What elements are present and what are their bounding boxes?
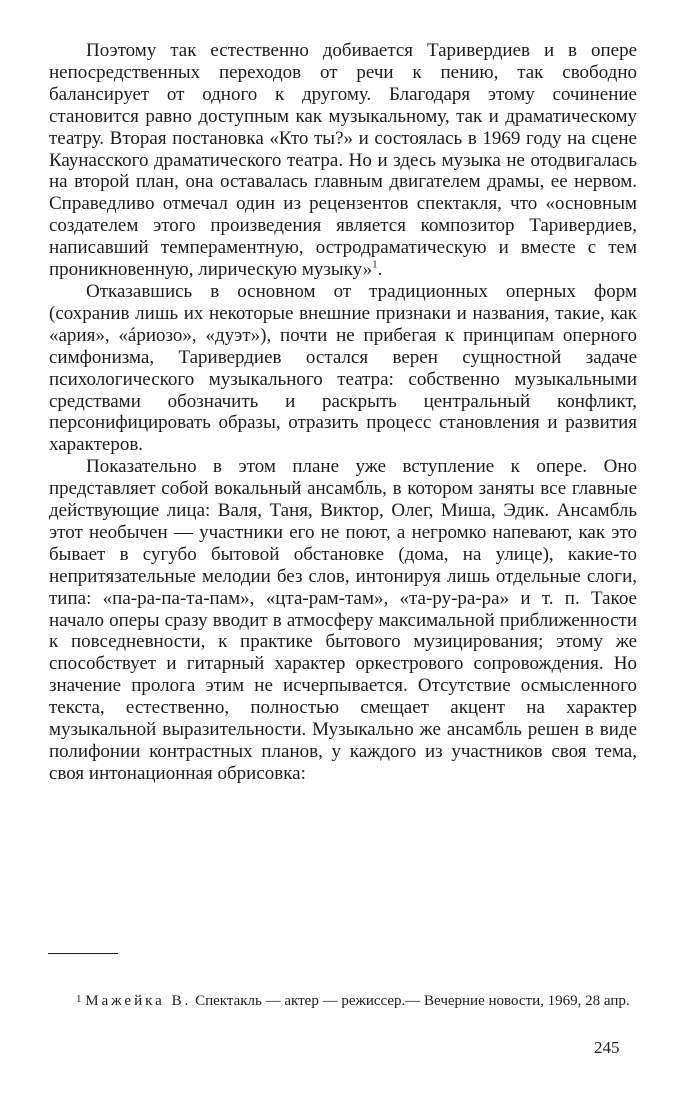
paragraph-1-text: Поэтому так естественно добивается Таривердиев и в опере непосредственных переходов от речи к пению, так свободно балансирует от одного к другому. Благодаря этому сочинение становится равно доступным как музыкальному, так и драматическому театру. Вторая постановка «Кто ты?» и состоялась в 1969 году на сцене Каунасского драматического театра. Но и здесь музыка не отодвигалась на второй план, она оставалась главным двигателем драмы, ее нервом. Справедливо отмечал один из рецензентов спектакля, что «основным создателем этого произведения является композитор Таривердиев, написавший темпераментную, остродраматическую и вместе с тем проникновенную, лирическую музыку»: [49, 40, 637, 281]
paragraph-2: [49, 281, 637, 456]
paragraph-3: [49, 456, 637, 785]
main-text: [49, 40, 637, 785]
paragraph-3-text: Показательно в этом плане уже вступление к опере. Оно представляет собой вокальный ансамбль, в котором заняты все главные действующие лица: Валя, Таня, Виктор, Олег, Миша, Эдик. Ансамбль этот необычен — участники его не поют, а негромко напевают, как это бывает в сугубо бытовой обстановке (дома, на улице), какие-то непритязательные мелодии без слов, интонируя лишь отдельные слоги, типа: «па-ра-па-та-пам», «цта-рам-там», «та-ру-ра-ра» и т. п. Такое начало оперы сразу вводит в атмосферу максимальной приближенности к повседневности, к практике бытового музицирования; этому же способствует и гитарный характер оркестрового сопровождения. Но значение пролога этим не исчерпывается. Отсутствие осмысленного текста, естественно, полностью смещает акцент на характер музыкальной выразительности. Музыкально же ансамбль решен в виде полифонии контрастных планов, у каждого из участников своя тема, своя интонационная обрисовка:: [49, 456, 637, 784]
footnote-divider: [48, 953, 118, 954]
footnote-text: Спектакль — актер — режиссер.— Вечерние новости, 1969, 28 апр.: [191, 993, 630, 1009]
paragraph-2-text: Отказавшись в основном от традиционных оперных форм (сохранив лишь их некоторые внешние признаки и названия, такие, как «ария», «áриозо», «дуэт»), почти не прибегая к принципам оперного симфонизма, Таривердиев остался верен сущностной задаче психологического музыкального театра: собственно музыкальными средствами обозначить и раскрыть центральный конфликт, персонифицировать образы, отразить процесс становления и развития характеров.: [49, 280, 637, 456]
footnote-author: Мажейка В.: [85, 993, 192, 1009]
footnote-reference: 1: [372, 258, 378, 271]
footnote-marker: 1: [76, 993, 82, 1005]
page-number: 245: [594, 1038, 620, 1057]
paragraph-1-tail: .: [377, 259, 383, 281]
paragraph-1: [49, 40, 637, 281]
footnote: [49, 989, 637, 1011]
